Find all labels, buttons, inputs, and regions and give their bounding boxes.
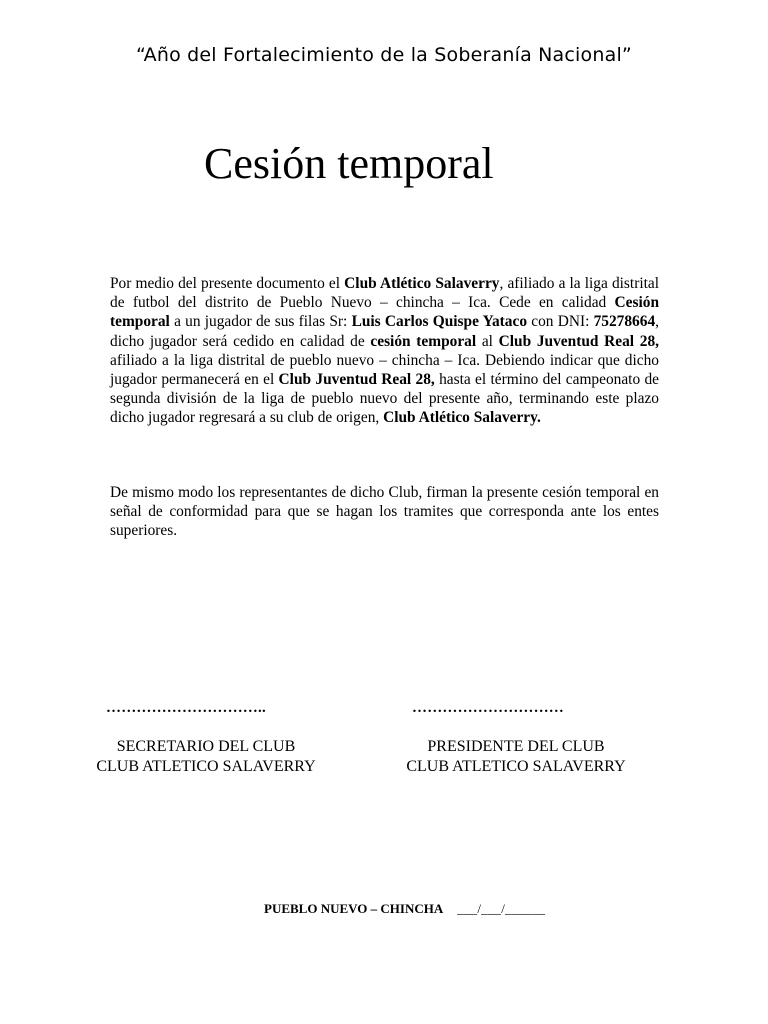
- bold-run: Luis Carlos Quispe Yataco: [351, 313, 528, 331]
- text-run: Por medio del presente documento el: [110, 275, 345, 292]
- document-motto: “Año del Fortalecimiento de la Soberanía Nacional”: [136, 44, 632, 66]
- signature-role-president: PRESIDENTE DEL CLUB: [427, 738, 605, 755]
- bold-run: Club Atlético Salaverry.: [383, 409, 541, 427]
- body-paragraph-2: De mismo modo los representantes de dicho Club, firman la presente cesión temporal en señal de conformidad para que se hagan los tramites que corresponda ante los entes superiores.: [110, 484, 659, 540]
- body-paragraph-1: [110, 274, 659, 428]
- signature-block-secretary: [56, 737, 356, 777]
- text-run: , afiliado a la liga distrital de futbol del distrito de Pueblo Nuevo – chincha – Ica. Cede en calidad: [110, 275, 659, 312]
- signature-line-president: …………………………: [412, 700, 564, 716]
- signature-line-secretary: …………………………..: [106, 700, 266, 716]
- text-run: , dicho jugador será cedido en calidad de: [110, 313, 659, 350]
- document-title: Cesión temporal: [204, 139, 494, 188]
- text-run: al: [476, 332, 499, 350]
- bold-run: Club Atlético Salaverry: [344, 275, 500, 292]
- footer-place-date: [264, 901, 545, 917]
- footer-date-blank: ___/___/______: [457, 901, 546, 916]
- bold-run: cesión temporal: [370, 332, 477, 350]
- bold-run: Cesión temporal: [110, 294, 659, 331]
- text-run: a un jugador de sus filas Sr:: [169, 313, 352, 331]
- text-run: con DNI:: [527, 313, 594, 331]
- signature-club-president: CLUB ATLETICO SALAVERRY: [406, 758, 626, 775]
- signature-role-secretary: SECRETARIO DEL CLUB: [116, 738, 296, 755]
- footer-place: PUEBLO NUEVO – CHINCHA: [264, 901, 444, 916]
- signature-block-president: [366, 737, 666, 777]
- signature-club-secretary: CLUB ATLETICO SALAVERRY: [96, 758, 316, 775]
- text-run: afiliado a la liga distrital de pueblo nuevo – chincha – Ica. Debiendo indicar que dicho jugador permanecerá en el: [110, 351, 659, 389]
- bold-run: Club Juventud Real 28,: [278, 371, 435, 389]
- text-run: hasta el término del campeonato de segunda división de la liga de pueblo nuevo del presente año, terminando este plazo dicho jugador regresará a su club de origen,: [110, 371, 660, 427]
- bold-run: Club Juventud Real 28,: [498, 332, 659, 350]
- bold-run: 75278664: [593, 313, 656, 331]
